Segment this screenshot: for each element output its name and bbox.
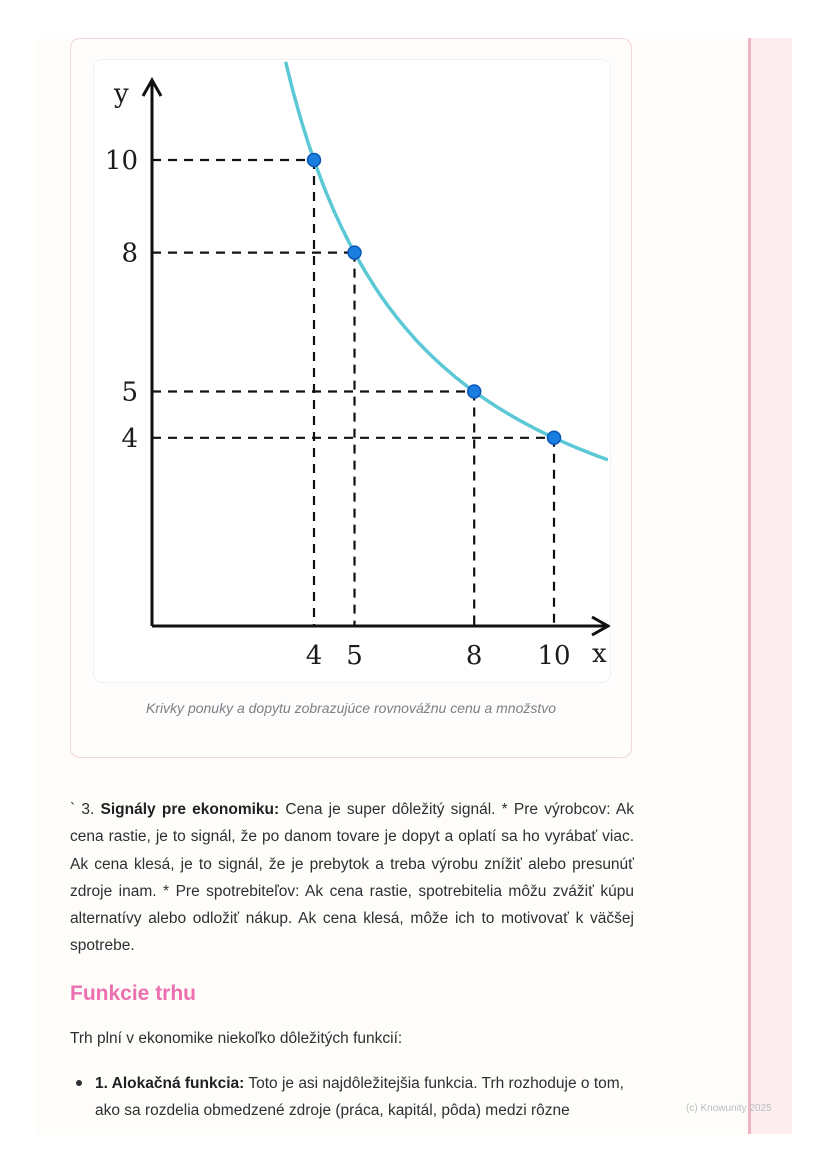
section-heading: Funkcie trhu [70, 982, 197, 1005]
demand-curve-chart [94, 60, 610, 682]
list-item-text: Toto je asi najdôležitejšia funkcia. Trh rozhoduje o tom, ako sa rozdelia obmedzené zdroje (práca, kapitál, pôda) medzi rôzne [95, 1075, 624, 1119]
function-list [70, 1070, 630, 1124]
figure-plot-area [94, 60, 610, 682]
x-tick-label: 4 [305, 641, 323, 671]
y-tick-label: 10 [104, 146, 138, 176]
data-point [548, 431, 561, 444]
demand-curve [286, 62, 608, 460]
section-3-paragraph [70, 796, 634, 960]
x-tick-label: 10 [537, 641, 571, 671]
bullet-icon [76, 1080, 82, 1086]
data-point [468, 385, 481, 398]
section-3-title: Signály pre ekonomiku: [100, 801, 280, 818]
y-tick-label: 5 [121, 377, 138, 408]
section-3-text: Cena je super dôležitý signál. * Pre výrobcov: Ak cena rastie, je to signál, že po danom tovare je dopyt a oplatí sa ho vyrábať viac. Ak cena klesá, je to signál, že je prebytok a treba výrobu znížiť alebo presunúť zdroje inam. * Pre spotrebiteľov: Ak cena rastie, spotrebitelia môžu zvážiť kúpu alternatívy alebo odložiť nákup. Ak cena klesá, môže ich to motivovať k väčšej spotrebe. [70, 801, 634, 955]
list-item-title: 1. Alokačná funkcia: [95, 1075, 245, 1092]
page-margin-line [748, 38, 751, 1134]
y-tick-label: 4 [121, 423, 138, 454]
x-tick-label: 8 [465, 641, 483, 671]
figure-caption: Krivky ponuky a dopytu zobrazujúce rovnovážnu cenu a množstvo [145, 700, 557, 716]
dashed-guide-lines [152, 160, 554, 626]
x-tick-label: 5 [346, 641, 363, 671]
intro-text: Trh plní v ekonomike niekoľko dôležitých funkcií: [70, 1030, 403, 1047]
data-point [348, 246, 361, 259]
page-margin-band [748, 38, 792, 1134]
y-axis-label: y [114, 79, 129, 109]
section-3-prefix: ` 3. [70, 801, 101, 818]
data-point [308, 154, 321, 167]
list-item [70, 1070, 630, 1124]
y-tick-label: 8 [121, 238, 138, 269]
watermark: (c) Knowunity 2025 [686, 1103, 772, 1114]
x-axis-label: x [592, 639, 607, 669]
